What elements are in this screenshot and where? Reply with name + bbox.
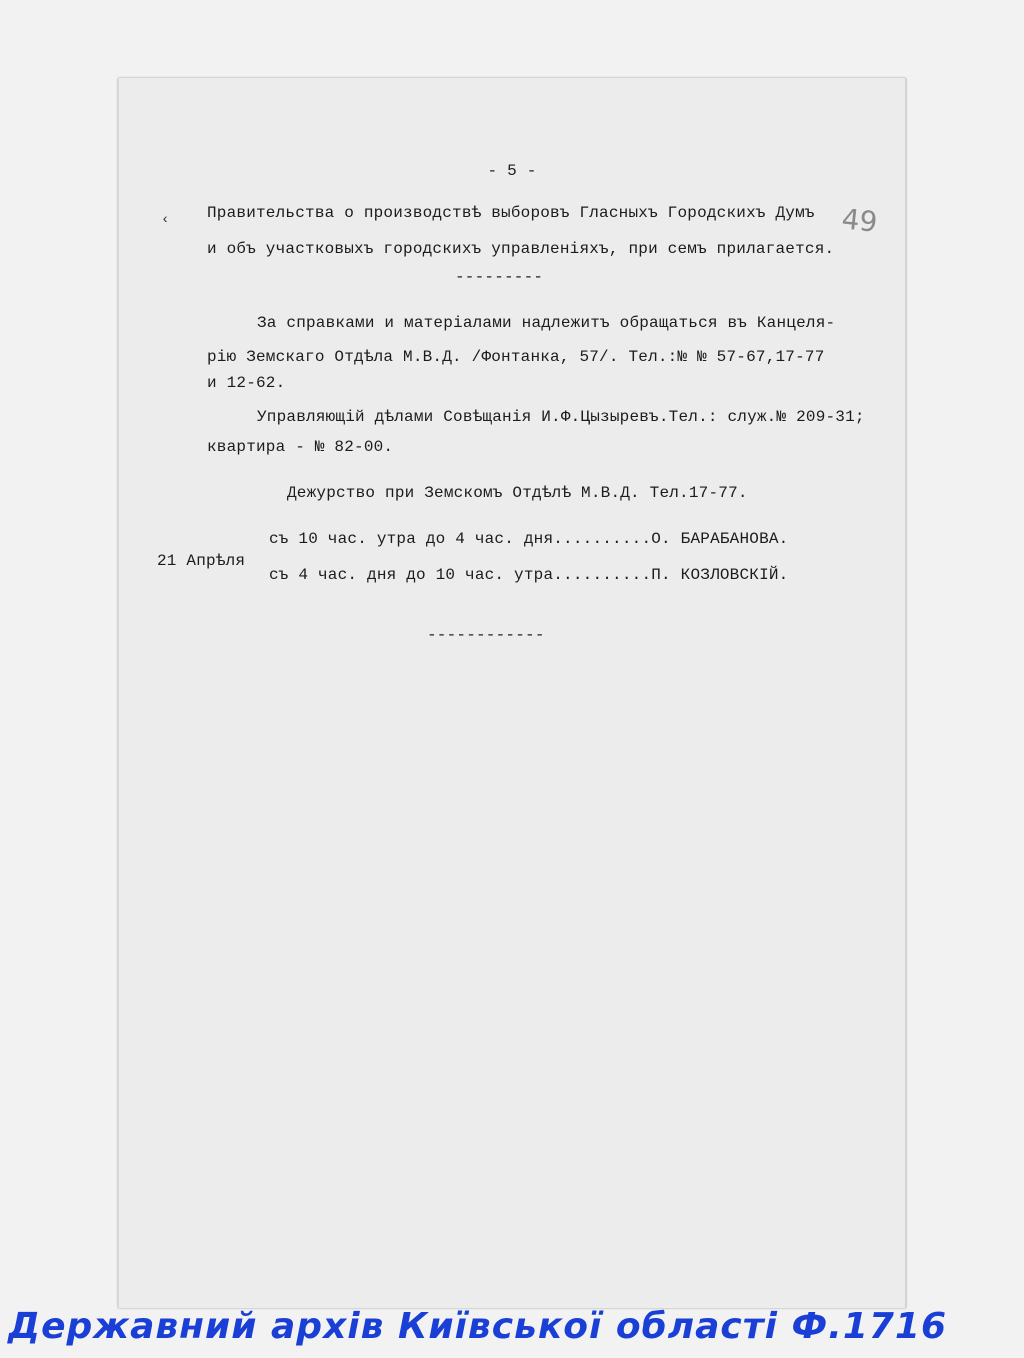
text-line-3: За справками и матеріалами надлежитъ обращаться въ Канцеля- xyxy=(257,314,836,332)
text-line-2: и объ участковыхъ городскихъ управленіяхъ, при семъ прилагается. xyxy=(207,240,835,258)
page-number: - 5 - xyxy=(487,162,537,180)
text-line-5: и 12-62. xyxy=(207,374,286,392)
text-line-1: Правительства о производствѣ выборовъ Гласныхъ Городскихъ Думъ xyxy=(207,204,815,222)
text-line-6: Управляющій дѣлами Совѣщанія И.Ф.Цызыревъ.Тел.: служ.№ 209-31; xyxy=(257,408,865,426)
duty-date: 21 Апрѣля xyxy=(157,552,246,570)
duty-row-2: съ 4 час. дня до 10 час. утра..........П. КОЗЛОВСКІЙ. xyxy=(269,566,789,584)
duty-heading: Дежурство при Земскомъ Отдѣлѣ М.В.Д. Тел.17-77. xyxy=(287,484,748,502)
text-line-4: рію Земскаго Отдѣла М.В.Д. /Фонтанка, 57/. Тел.:№ № 57-67,17-77 xyxy=(207,348,825,366)
margin-mark: ‹ xyxy=(161,212,170,228)
closing-rule: ------------ xyxy=(427,626,545,644)
archive-sheet-number: 49 xyxy=(840,202,879,239)
duty-row-1: съ 10 час. утра до 4 час. дня..........О. БАРАБАНОВА. xyxy=(269,530,789,548)
archive-watermark: Державний архів Київської області Ф.1716 xyxy=(8,1306,948,1347)
document-page xyxy=(118,78,906,1308)
text-line-7: квартира - № 82-00. xyxy=(207,438,394,456)
separator-rule: --------- xyxy=(455,268,544,286)
